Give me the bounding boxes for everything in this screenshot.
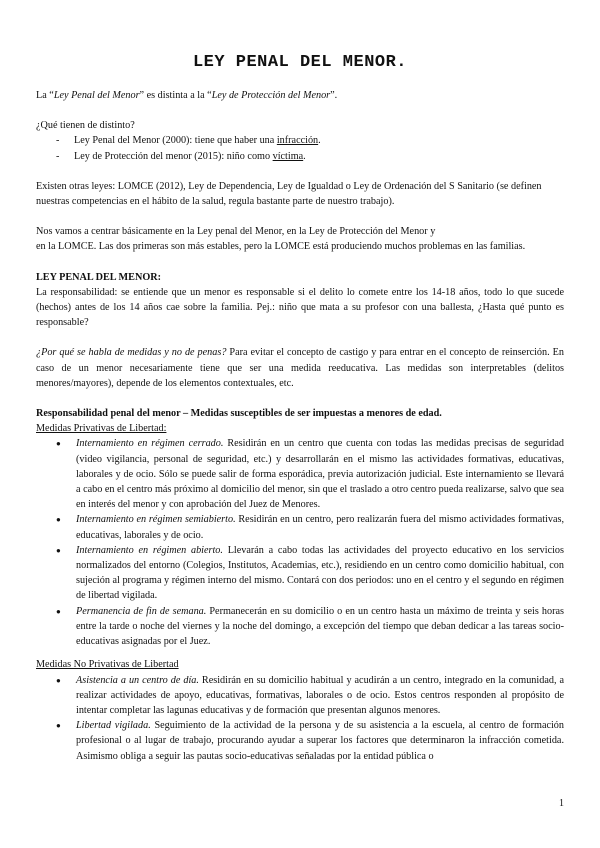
difference-text: Ley de Protección del menor (2015): niño como xyxy=(74,150,273,162)
measure-term: Internamiento en régimen abierto. xyxy=(76,544,223,556)
page-title: LEY PENAL DEL MENOR. xyxy=(192,53,408,72)
measure-text: Residirán en un centro que cuenta con todas las medidas precisas de seguridad (video vigilancia, personal de seguridad, etc.) y desarrollarán en el mismo las actividades formativas, educativas, laborales y de ocio. Sólo se puede salir de forma esporádica, previa autorización judicial. Este internamiento se llevará a cabo en el centro más próximo al domicilio del menor, sin que el traslado a otro centro pueda realizarse, salvo que sea en interés del menor y con aprobación del Juez de Menores. xyxy=(76,438,564,511)
page-number: 1 xyxy=(559,798,564,809)
list-item xyxy=(36,604,564,650)
focus-line-2: en la LOMCE. Las dos primeras son más estables, pero la LOMCE está produciendo muchos problemas en las familias. xyxy=(36,241,526,253)
list-item xyxy=(36,673,564,719)
list-item xyxy=(36,543,564,604)
focus-line-1: Nos vamos a centrar básicamente en la Ley penal del Menor, en la Ley de Protección del Menor y xyxy=(36,226,436,238)
difference-underlined: víctima xyxy=(272,150,304,162)
section-heading: LEY PENAL DEL MENOR: xyxy=(36,271,161,283)
measure-term: Asistencia a un centro de día. xyxy=(76,674,199,686)
question-line: ¿Qué tienen de distinto? xyxy=(36,120,135,132)
intro-suffix: ”. xyxy=(330,90,338,101)
difference-underlined: infracción xyxy=(276,135,319,147)
measures-answer: Para evitar el concepto de castigo y para entrar en el concepto de reinserción. En caso de un menor necesariamente tiene que ser una medida reeducativa. Las medidas son interpretables (delitos menores/mayores), depende de los elementos contextuales, etc. xyxy=(36,347,564,389)
measure-text: Residirán en su domicilio habitual y acudirán a un centro, integrado en la comunidad, a realizar actividades de apoyo, educativas, formativas, laborales o de ocio. Estos centros responden al propósito de intentar completar las lagunas educativas y de formación que presentan algunos menores. xyxy=(76,674,565,716)
measure-term: Internamiento en régimen semiabierto. xyxy=(76,514,236,526)
differences-list xyxy=(36,133,564,163)
measures-paragraph xyxy=(36,345,564,391)
measure-text: Permanecerán en su domicilio o en un centro hasta un máximo de treinta y seis horas entre la tarde o noche del viernes y la noche del domingo, a excepción del tiempo que deban dedicar a las tareas socio-educativas asignadas por el Juez. xyxy=(76,605,564,648)
private-measures-list xyxy=(36,436,564,649)
other-laws-paragraph: Existen otras leyes: LOMCE (2012), Ley de Dependencia, Ley de Igualdad o Ley de Ordenación del S Sanitario (se definen nuestras competencias en el hábito de la salud, regula bastante parte de nuestro trabajo). xyxy=(36,180,542,208)
measure-text: Llevarán a cabo todas las actividades del proyecto educativo en los servicios normalizados del entorno (Colegios, Institutos, Academias, etc.), residiendo en un centro como domicilio habitual, con sujeción al programa y régimen interno del mismo. Contará con dos periodos: uno en el centro y el segundo en régimen de libertad vigilada. xyxy=(76,544,564,602)
list-item xyxy=(36,512,564,542)
measure-term: Internamiento en régimen cerrado. xyxy=(76,438,224,450)
list-item xyxy=(36,718,564,764)
difference-end: . xyxy=(303,150,306,162)
intro-middle: ” es distinta a la “ xyxy=(139,90,212,101)
measures-title: Responsabilidad penal del menor – Medidas susceptibles de ser impuestas a menores de edad. xyxy=(36,408,442,420)
measure-term: Permanencia de fin de semana. xyxy=(76,605,207,617)
list-item xyxy=(36,149,564,164)
ley-penal-term: Ley Penal del Menor xyxy=(53,90,140,101)
measure-text: Seguimiento de la actividad de la persona y de su asistencia a la escuela, al centro de formación profesional o al lugar de trabajo, procurando ayudar a superar los factores que determinaron la infracción cometida. Asimismo obliga a seguir las pautas socio-educativas señaladas por la entidad pública o xyxy=(76,720,564,762)
difference-text: Ley Penal del Menor (2000): tiene que haber una xyxy=(74,135,277,147)
private-measures-title: Medidas Privativas de Libertad: xyxy=(36,423,167,435)
measure-term: Libertad vigilada. xyxy=(76,720,151,732)
intro-prefix: La “ xyxy=(36,90,54,101)
nonprivate-measures-title: Medidas No Privativas de Libertad xyxy=(36,659,179,671)
intro-paragraph xyxy=(36,88,564,103)
measure-text: Residirán en un centro, pero realizarán fuera del mismo actividades formativas, educativas, laborales y de ocio. xyxy=(76,514,565,541)
document-page xyxy=(36,52,564,764)
list-item xyxy=(36,436,564,512)
nonprivate-measures-list xyxy=(36,673,564,764)
responsibility-paragraph: La responsabilidad: se entiende que un menor es responsable si el delito lo comete entre los 14-18 años, todo lo que sucede (hechos) antes de los 14 años cae sobre la familia. Pej.: niño que mata a su profesor con una ballesta, ¿Hasta qué punto es responsable? xyxy=(36,286,564,329)
difference-end: . xyxy=(318,135,321,147)
list-item xyxy=(36,133,564,148)
ley-proteccion-term: Ley de Protección del Menor xyxy=(211,90,331,101)
measures-question: ¿Por qué se habla de medidas y no de penas? xyxy=(36,347,227,359)
